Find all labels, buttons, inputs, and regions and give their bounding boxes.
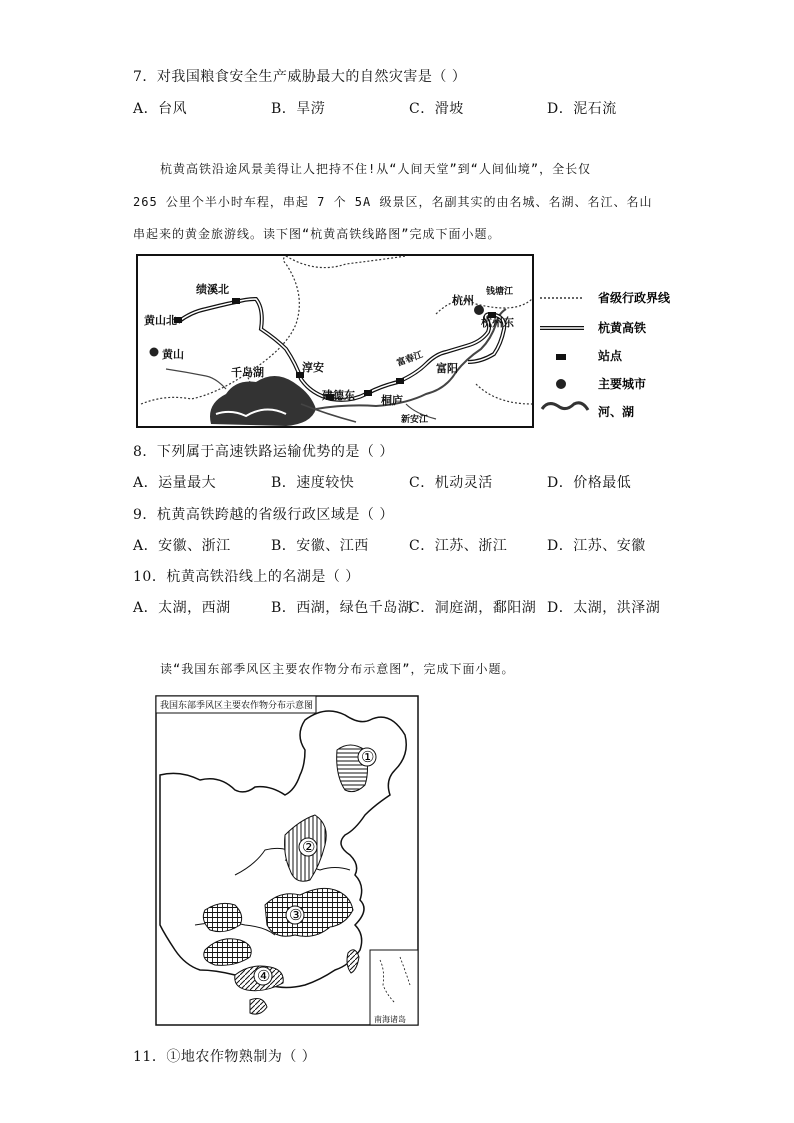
question-10-option-d: D．太湖，洪泽湖: [547, 600, 661, 616]
label-qiandaohu: 千岛湖: [231, 366, 264, 379]
passage-1-line-2: 265 公里个半小时车程，串起 7 个 5A 级景区，名副其实的由名城、名湖、名江、名山: [133, 195, 653, 209]
crop-distribution-map: [155, 695, 419, 1027]
label-huangshanbei: 黄山北: [144, 314, 177, 327]
label-fuyang: 富阳: [436, 362, 458, 375]
label-hangzhou: 杭州: [452, 294, 474, 307]
label-hangzhoudong: 杭州东: [481, 316, 514, 329]
question-8-option-a: A．运量最大: [133, 475, 217, 491]
question-7-stem: 7．对我国粮食安全生产威胁最大的自然灾害是（ ）: [133, 69, 467, 85]
station-marker: [232, 298, 240, 304]
question-9-option-d: D．江苏、安徽: [547, 538, 646, 554]
inset-label: 南海诸岛: [374, 1015, 406, 1024]
region-2-label: ②: [302, 838, 316, 856]
legend-station: 站点: [598, 349, 623, 363]
question-10-option-b: B．西湖，绿色千岛湖: [271, 600, 413, 616]
legend-river: 河、湖: [598, 405, 635, 419]
legend-city-swatch: [556, 379, 566, 389]
question-8-stem: 8．下列属于高速铁路运输优势的是（ ）: [133, 444, 394, 460]
label-jiandedong: 建德东: [322, 389, 355, 402]
legend-city: 主要城市: [598, 377, 647, 391]
legend-river-swatch: [542, 403, 588, 410]
region-1-label: ①: [361, 748, 375, 766]
south-china-sea-inset: [370, 950, 418, 1025]
legend-railway: 杭黄高铁: [598, 321, 647, 335]
label-jixibei: 绩溪北: [196, 283, 229, 296]
label-chunan: 淳安: [302, 361, 324, 374]
label-huangshan: 黄山: [162, 348, 184, 361]
passage-2-line-1: 读“我国东部季风区主要农作物分布示意图”，完成下面小题。: [160, 662, 515, 676]
question-8-option-d: D．价格最低: [547, 475, 632, 491]
passage-1-line-3: 串起来的黄金旅游线。读下图“杭黄高铁线路图”完成下面小题。: [133, 227, 501, 241]
label-qiantangjiang: 钱塘江: [486, 287, 514, 297]
question-9-option-c: C．江苏、浙江: [409, 538, 508, 554]
question-10-option-a: A．太湖，西湖: [133, 600, 231, 616]
passage-1-line-1: 杭黄高铁沿途风景美得让人把持不住!从“人间天堂”到“人间仙境”，全长仅: [160, 162, 592, 176]
label-tonglu: 桐庐: [381, 394, 403, 407]
question-9-option-b: B．安徽、江西: [271, 538, 369, 554]
station-marker: [396, 378, 404, 384]
region-4-label: ④: [257, 967, 271, 985]
legend-station-swatch: [556, 354, 566, 360]
city-marker: [474, 305, 484, 315]
region-3-label: ③: [289, 906, 303, 924]
hangzhou-huangshan-railway-map: [136, 254, 682, 430]
question-7-option-a: A．台风: [133, 101, 188, 117]
question-11-stem: 11．①地农作物熟制为（ ）: [133, 1049, 317, 1065]
question-8-option-c: C．机动灵活: [409, 475, 493, 491]
map2-title: 我国东部季风区主要农作物分布示意图: [160, 701, 314, 711]
label-fuchunjiang: 富春江: [395, 350, 425, 369]
question-7-option-d: D．泥石流: [547, 101, 617, 117]
city-marker: [150, 348, 159, 357]
question-7-option-c: C．滑坡: [409, 101, 464, 117]
question-9-stem: 9．杭黄高铁跨越的省级行政区域是（ ）: [133, 507, 394, 523]
legend-boundary: 省级行政界线: [598, 291, 671, 305]
question-10-stem: 10．杭黄高铁沿线上的名湖是（ ）: [133, 569, 360, 585]
question-7-option-b: B．旱涝: [271, 101, 326, 117]
question-8-option-b: B．速度较快: [271, 475, 355, 491]
label-xinanjiang: 新安江: [401, 415, 429, 425]
question-9-option-a: A．安徽、浙江: [133, 538, 231, 554]
question-10-option-c: C．洞庭湖，鄱阳湖: [409, 600, 537, 616]
station-marker: [364, 390, 372, 396]
